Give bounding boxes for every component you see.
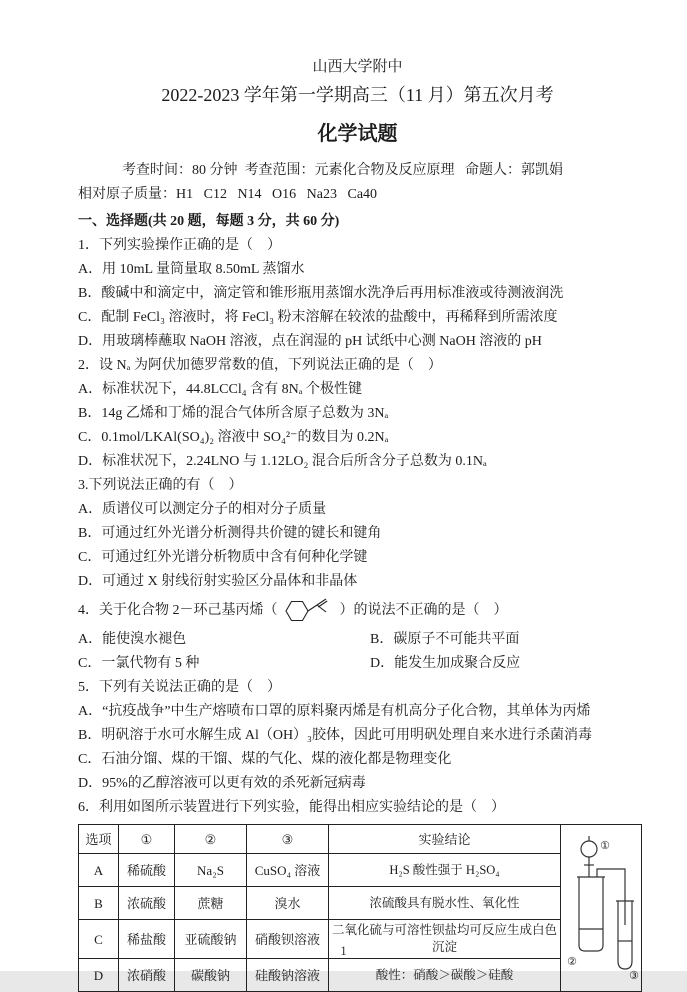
table-row bbox=[79, 959, 642, 992]
table-header-option: 选项 bbox=[79, 825, 119, 854]
table-cell: 硅酸钠溶液 bbox=[247, 959, 329, 992]
question-4-stem-suffix: ）的说法不正确的是（ ） bbox=[339, 603, 508, 618]
question-3-option-b: B．可通过红外光谱分析测得共价键的键长和键角 bbox=[78, 526, 382, 541]
question-2-option-c: C．0.1mol/LKAl(SO₄)₂ 溶液中 SO₄²⁻的数目为 0.2Nₐ bbox=[78, 430, 389, 445]
question-4-stem-prefix: 4．关于化合物 2－环己基丙烯（ bbox=[78, 603, 278, 618]
table-cell: 硝酸钡溶液 bbox=[247, 920, 329, 959]
page-number: 1 bbox=[340, 943, 347, 958]
table-header-3: ③ bbox=[247, 825, 329, 854]
question-4-options-row-1 bbox=[78, 628, 637, 652]
table-cell: 稀盐酸 bbox=[119, 920, 175, 959]
table-cell: 浓硫酸具有脱水性、氧化性 bbox=[329, 887, 561, 920]
diagram-label-2: ② bbox=[567, 955, 577, 968]
question-4-option-a: A．能使溴水褪色 bbox=[78, 632, 187, 647]
table-cell: B bbox=[79, 887, 119, 920]
exam-title: 2022-2023 学年第一学期高三（11 月）第五次月考 bbox=[161, 85, 554, 105]
question-1-option-c: C．配制 FeCl₃ 溶液时，将 FeCl₃ 粉末溶解在较浓的盐酸中，再稀释到所需浓度 bbox=[78, 310, 558, 325]
table-cell: 稀硫酸 bbox=[119, 854, 175, 887]
question-2-option-b: B．14g 乙烯和丁烯的混合气体所含原子总数为 3Nₐ bbox=[78, 406, 389, 421]
table-cell: 碳酸钠 bbox=[175, 959, 247, 992]
question-1 bbox=[78, 234, 637, 354]
table-header-1: ① bbox=[119, 825, 175, 854]
question-4-option-d: D．能发生加成聚合反应 bbox=[370, 656, 521, 671]
question-4-option-c: C．一氯代物有 5 种 bbox=[78, 656, 200, 671]
question-5 bbox=[78, 676, 637, 796]
question-3 bbox=[78, 474, 637, 594]
table-cell: C bbox=[79, 920, 119, 959]
experiment-table bbox=[78, 824, 642, 992]
table-cell: 浓硫酸 bbox=[119, 887, 175, 920]
question-2 bbox=[78, 354, 637, 474]
question-4-stem bbox=[78, 594, 637, 628]
table-cell: A bbox=[79, 854, 119, 887]
table-cell: D bbox=[79, 959, 119, 992]
school-name: 山西大学附中 bbox=[312, 59, 403, 75]
question-4-options-row-2 bbox=[78, 652, 637, 676]
question-5-stem: 5．下列有关说法正确的是（ ） bbox=[78, 680, 281, 695]
table-cell: 酸性：硝酸＞碳酸＞硅酸 bbox=[329, 959, 561, 992]
table-cell: 蔗糖 bbox=[175, 887, 247, 920]
question-3-option-a: A．质谱仪可以测定分子的相对分子质量 bbox=[78, 502, 327, 517]
question-2-option-a: A．标准状况下，44.8LCCl₄ 含有 8Nₐ 个极性键 bbox=[78, 382, 363, 397]
exam-info-line: 考查时间：80 分钟 考查范围：元素化合物及反应原理 命题人：郭凯娟 bbox=[122, 163, 563, 178]
table-cell: 浓硝酸 bbox=[119, 959, 175, 992]
table-cell: 亚硫酸钠 bbox=[175, 920, 247, 959]
atomic-mass-line: 相对原子质量：H1 C12 N14 O16 Na23 Ca40 bbox=[78, 187, 378, 202]
table-header-2: ② bbox=[175, 825, 247, 854]
table-header-conclusion: 实验结论 bbox=[329, 825, 561, 854]
table-cell: Na₂S bbox=[175, 854, 247, 887]
question-2-option-d: D．标准状况下，2.24LNO 与 1.12LO₂ 混合后所含分子总数为 0.1Nₐ bbox=[78, 454, 487, 469]
question-3-option-c: C．可通过红外光谱分析物质中含有何种化学键 bbox=[78, 550, 368, 565]
cyclohexyl-propene-structure-icon bbox=[280, 596, 338, 626]
question-2-stem: 2．设 Nₐ 为阿伏加德罗常数的值，下列说法正确的是（ ） bbox=[78, 358, 442, 373]
question-1-option-d: D．用玻璃棒蘸取 NaOH 溶液，点在润湿的 pH 试纸中心测 NaOH 溶液的 pH bbox=[78, 334, 542, 349]
question-5-option-b: B．明矾溶于水可水解生成 Al（OH）₃胶体，因此可用明矾处理自来水进行杀菌消毒 bbox=[78, 728, 592, 743]
question-5-option-c: C．石油分馏、煤的干馏、煤的气化、煤的液化都是物理变化 bbox=[78, 752, 452, 767]
table-row bbox=[79, 887, 642, 920]
question-6-stem: 6．利用如图所示装置进行下列实验，能得出相应实验结论的是（ ） bbox=[78, 800, 505, 815]
question-5-option-a: A．“抗疫战争”中生产熔喷布口罩的原料聚丙烯是有机高分子化合物，其单体为丙烯 bbox=[78, 704, 591, 719]
question-1-stem: 1．下列实验操作正确的是（ ） bbox=[78, 238, 281, 253]
question-4-option-b: B．碳原子不可能共平面 bbox=[370, 632, 520, 647]
section-title: 一、选择题(共 20 题，每题 3 分，共 60 分) bbox=[78, 214, 340, 229]
question-4 bbox=[78, 594, 637, 676]
diagram-label-1: ① bbox=[600, 839, 610, 852]
question-1-option-b: B．酸碱中和滴定中，滴定管和锥形瓶用蒸馏水洗净后再用标准液或待测液润洗 bbox=[78, 286, 564, 301]
table-cell: H₂S 酸性强于 H₂SO₄ bbox=[329, 854, 561, 887]
table-cell: 二氧化硫与可溶性钡盐均可反应生成白色沉淀 bbox=[329, 920, 561, 959]
question-3-option-d: D．可通过 X 射线衍射实验区分晶体和非晶体 bbox=[78, 574, 358, 589]
table-cell: CuSO₄ 溶液 bbox=[247, 854, 329, 887]
diagram-label-3: ③ bbox=[629, 969, 639, 982]
question-3-stem: 3.下列说法正确的有（ ） bbox=[78, 478, 243, 493]
table-row bbox=[79, 854, 642, 887]
table-cell: 溴水 bbox=[247, 887, 329, 920]
table-header-row bbox=[79, 825, 642, 854]
question-5-option-d: D．95%的乙醇溶液可以更有效的杀死新冠病毒 bbox=[78, 776, 366, 791]
subject-title: 化学试题 bbox=[317, 123, 398, 145]
apparatus-diagram bbox=[561, 825, 642, 992]
question-1-option-a: A．用 10mL 量筒量取 8.50mL 蒸馏水 bbox=[78, 262, 305, 277]
